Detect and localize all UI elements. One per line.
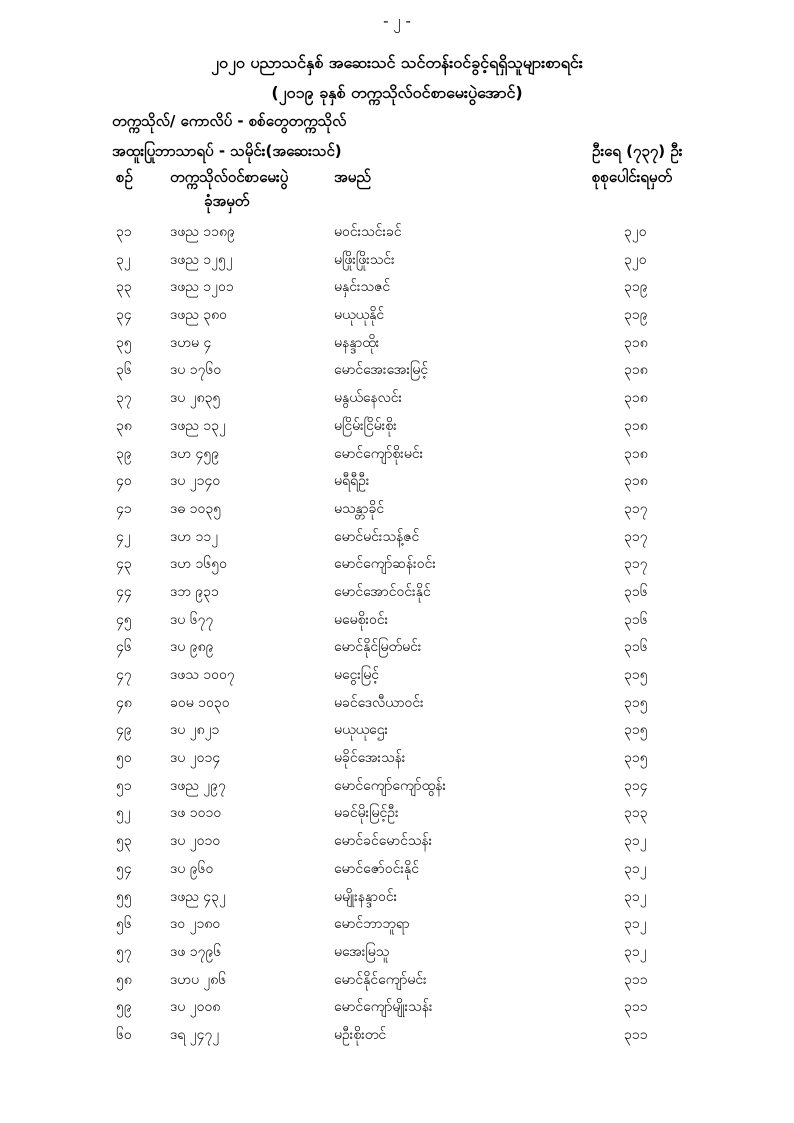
table-row [0, 277, 794, 305]
total-marks: ၃၁၈ [624, 362, 648, 379]
table-row [0, 720, 794, 748]
document-subtitle: (၂၀၁၉ ခုနှစ် တက္ကသိုလ်ဝင်စာမေးပွဲအောင်) [271, 83, 523, 102]
header-name: အမည် [334, 168, 371, 186]
roll-number: ဒပ ၂၀၁၄ [170, 750, 221, 767]
roll-number: ဒဝ ၂၁၈၀ [170, 916, 221, 933]
student-name: မနန္ဒာထိုး [334, 334, 380, 351]
total-marks: ၃၁၇ [624, 500, 648, 517]
row-number: ၅၇ [116, 943, 132, 960]
row-number: ၃၆ [116, 362, 132, 379]
total-marks: ၃၁၅ [624, 750, 648, 767]
table-row [0, 610, 794, 638]
roll-number: ဒဟ ၁၁၂ [170, 528, 219, 545]
count-line: ဦးရေ (၇၃၇) ဦး [592, 142, 683, 160]
table-row [0, 416, 794, 444]
student-name: မခိုင်အေးသန်း [334, 750, 406, 767]
specialization-line: အထူးပြုဘာသာရပ် - သမိုင်း(အဆေးသင်) [112, 142, 342, 160]
university-line: တက္ကသိုလ်/ ကောလိပ် - စစ်တွေတက္ကသိုလ် [112, 112, 347, 130]
table-row [0, 554, 794, 582]
table-row [0, 776, 794, 804]
student-name: မဝင်းသင်းခင် [334, 224, 402, 240]
roll-number: ဒဖ ၁၇၉၆ [170, 943, 222, 960]
header-roll: တက္ကသိုလ်ဝင်စာမေးပွဲ [170, 168, 289, 186]
student-name: မောင်ဇော်ဝင်းနိုင် [334, 860, 419, 877]
student-name: မခင်မိုးမြင့်ဦး [334, 805, 399, 822]
row-number: ၄၃ [116, 556, 132, 573]
roll-number: ဒပ ၂၁၄၀ [170, 473, 221, 490]
roll-number: ဒဖည ၁၁၈၉ [170, 224, 235, 240]
row-number: ၄၄ [116, 583, 132, 600]
total-marks: ၃၁၉ [624, 307, 648, 324]
roll-number: ဒဖည ၄၃၂ [170, 888, 226, 905]
student-name: မောင်ကျော်မျိုးသန်း [334, 999, 433, 1016]
row-number: ၅၁ [116, 777, 132, 794]
student-name: မောင်မင်းသန့်ဇင် [334, 528, 420, 545]
student-name: မခင်ဒေလီယာဝင်း [334, 694, 424, 711]
total-marks: ၃၁၅ [624, 694, 648, 711]
table-row [0, 1025, 794, 1053]
roll-number: ဒပ ၂၀၁၀ [170, 833, 221, 850]
student-name: မသန္တာခိုင် [334, 500, 385, 517]
table-row [0, 831, 794, 859]
table-row [0, 748, 794, 776]
row-number: ၅၂ [116, 805, 131, 822]
table-row [0, 333, 794, 361]
roll-number: ဒဖည ၁၃၂ [170, 417, 226, 434]
roll-number: ဒဟမ ၄ [170, 334, 212, 351]
total-marks: ၃၁၈ [624, 445, 648, 462]
header-no: စဉ် [116, 168, 133, 186]
table-row [0, 942, 794, 970]
row-number: ၃၇ [116, 390, 132, 407]
roll-number: ဒဖည ၃၈၀ [170, 307, 228, 324]
row-number: ၄၀ [116, 473, 132, 490]
row-number: ၆၀ [116, 1026, 132, 1043]
student-name: မောင်နိုင်မြတ်မင်း [334, 639, 422, 656]
roll-number: ဒဖည ၂၉၇ [170, 777, 226, 794]
row-number: ၄၂ [116, 528, 131, 545]
student-name: မငြိမ်းငြိမ်းစိုး [334, 417, 397, 434]
table-row [0, 859, 794, 887]
header-marks: စုစုပေါင်းရမှတ် [592, 168, 673, 186]
table-row [0, 803, 794, 831]
total-marks: ၃၁၆ [624, 583, 648, 600]
row-number: ၄၅ [116, 611, 132, 628]
student-list [0, 222, 794, 1053]
roll-number: ဒဖ ၁၀၁၀ [170, 805, 222, 822]
total-marks: ၃၁၆ [624, 639, 648, 656]
total-marks: ၃၁၈ [624, 417, 648, 434]
total-marks: ၃၁၂ [624, 860, 647, 877]
student-name: မနှင်းသဇင် [334, 279, 391, 296]
total-marks: ၃၁၄ [624, 777, 648, 794]
row-number: ၃၄ [116, 307, 132, 324]
student-name: မဖြိုးဖြိုးသင်း [334, 251, 395, 268]
total-marks: ၃၁၅ [624, 667, 648, 683]
total-marks: ၃၁၇ [624, 528, 648, 545]
student-name: မောင်ကျော်စိုးမင်း [334, 445, 424, 462]
document-title: ၂၀၂၀ ပညာသင်နှစ် အဆေးသင် သင်တန်းဝင်ခွင့်ရရှိသူများစာရင်း [211, 53, 583, 72]
student-name: မောင်ဘာဘူရာ [334, 916, 410, 933]
total-marks: ၃၁၉ [624, 279, 648, 296]
row-number: ၅၅ [116, 888, 132, 905]
total-marks: ၃၂၀ [624, 224, 647, 240]
row-number: ၅၄ [116, 860, 132, 877]
student-name: မအေးမြသူ [334, 943, 390, 960]
student-name: မောင်နိုင်ကျော်မင်း [334, 971, 427, 988]
table-row [0, 693, 794, 721]
row-number: ၄၈ [116, 694, 132, 711]
roll-number: ဒဖည ၁၂၀၁ [170, 279, 234, 296]
total-marks: ၃၁၁ [624, 971, 648, 988]
table-row [0, 499, 794, 527]
total-marks: ၃၁၁ [624, 1026, 648, 1043]
table-row [0, 471, 794, 499]
roll-number: ဒပ ၂၈၃၅ [170, 390, 221, 407]
roll-number: ဒပ ၉၈၉ [170, 639, 214, 656]
total-marks: ၃၁၂ [624, 833, 647, 850]
roll-number: ဒဟပ ၂၈၆ [170, 971, 227, 988]
table-row [0, 970, 794, 998]
total-marks: ၃၁၇ [624, 556, 648, 573]
row-number: ၅၆ [116, 916, 132, 933]
total-marks: ၃၁၃ [624, 805, 648, 822]
student-name: မောင်ကျော်ကျော်ထွန်း [334, 777, 446, 794]
row-number: ၅၉ [116, 999, 132, 1016]
total-marks: ၃၁၂ [624, 943, 647, 960]
header-roll-line2: ခုံအမှတ် [204, 192, 250, 210]
roll-number: ဒဖည ၁၂၅၂ [170, 251, 233, 268]
row-number: ၃၅ [116, 334, 132, 351]
total-marks: ၃၁၆ [624, 611, 648, 628]
student-name: မောင်ကျော်ဆန်းဝင်း [334, 556, 436, 573]
row-number: ၄၁ [116, 500, 132, 517]
student-name: မယုယုဌေး [334, 722, 389, 739]
student-name: မမျိုးနန္ဒာဝင်း [334, 888, 398, 905]
student-name: မောင်အေးအေးမြင့် [334, 362, 429, 379]
row-number: ၄၉ [116, 722, 132, 739]
roll-number: ဒဟ ၄၅၉ [170, 445, 220, 462]
table-row [0, 527, 794, 555]
table-row [0, 997, 794, 1025]
student-name: မဦးစိုးတင် [334, 1026, 387, 1043]
roll-number: ဒပ ၁၇၆၀ [170, 362, 222, 379]
roll-number: ဒပ ၂၀၀၈ [170, 999, 221, 1016]
roll-number: ဒပ ၆၇၇ [170, 611, 214, 628]
table-row [0, 637, 794, 665]
row-number: ၃၉ [116, 445, 132, 462]
table-row [0, 887, 794, 915]
roll-number: ခဝမ ၁၀၃၀ [170, 694, 230, 711]
total-marks: ၃၁၈ [624, 473, 648, 490]
roll-number: ဒဘ ၉၃၁ [170, 583, 219, 600]
table-row [0, 914, 794, 942]
row-number: ၅၈ [116, 971, 132, 988]
student-name: မယုယုနိုင် [334, 307, 385, 324]
row-number: ၃၃ [116, 279, 132, 296]
student-name: မရီရီဦး [334, 473, 370, 490]
total-marks: ၃၁၂ [624, 888, 647, 905]
table-row [0, 222, 794, 250]
row-number: ၅၃ [116, 833, 132, 850]
table-row [0, 360, 794, 388]
total-marks: ၃၂၀ [624, 251, 647, 268]
row-number: ၅၀ [116, 750, 132, 767]
student-name: မငွေးမြင့် [334, 667, 380, 683]
roll-number: ဒဟ ၁၆၅၀ [170, 556, 227, 573]
table-row [0, 582, 794, 610]
row-number: ၃၈ [116, 417, 132, 434]
roll-number: ဒဓ ၁၀၃၅ [170, 500, 222, 517]
student-name: မောင်အောင်ဝင်းနိုင် [334, 583, 431, 600]
table-row [0, 388, 794, 416]
table-row [0, 250, 794, 278]
page-number: - ၂ - [383, 12, 411, 30]
total-marks: ၃၁၁ [624, 999, 648, 1016]
table-row [0, 305, 794, 333]
student-name: မောင်ခင်မောင်သန်း [334, 833, 433, 850]
roll-number: ဒဖသ ၁၀၀၇ [170, 667, 235, 683]
roll-number: ဒပ ၉၆၀ [170, 860, 214, 877]
total-marks: ၃၁၈ [624, 390, 648, 407]
row-number: ၄၇ [116, 667, 132, 683]
student-name: မနွယ်နေလင်း [334, 390, 403, 407]
total-marks: ၃၁၅ [624, 722, 648, 739]
total-marks: ၃၁၂ [624, 916, 647, 933]
roll-number: ဒရ ၂၄၇၂ [170, 1026, 220, 1043]
row-number: ၃၁ [116, 224, 132, 240]
student-name: မမေစိုးဝင်း [334, 611, 389, 628]
total-marks: ၃၁၈ [624, 334, 648, 351]
table-row [0, 665, 794, 693]
table-row [0, 444, 794, 472]
roll-number: ဒပ ၂၈၂၁ [170, 722, 220, 739]
row-number: ၃၂ [116, 251, 131, 268]
row-number: ၄၆ [116, 639, 132, 656]
